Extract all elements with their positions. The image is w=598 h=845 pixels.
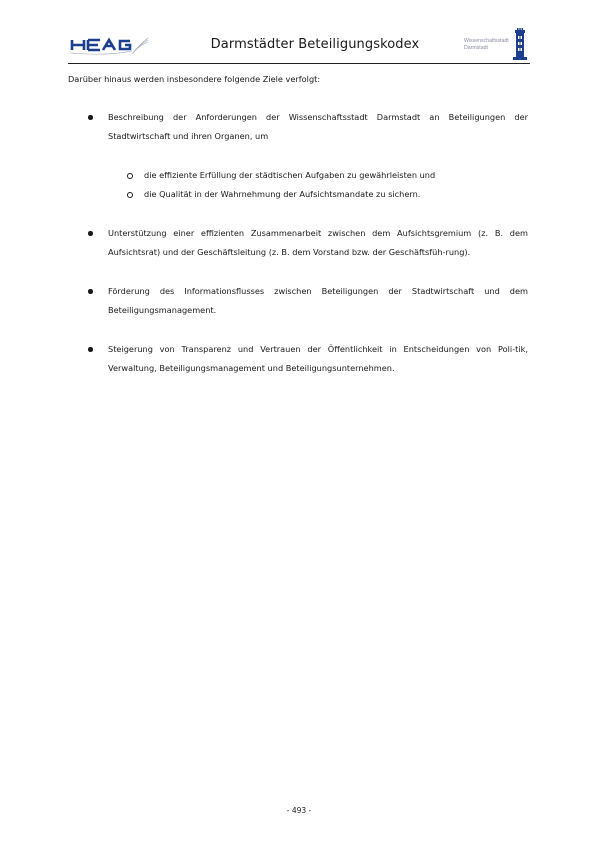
- circle-bullet-icon: [127, 192, 133, 198]
- document-body: [68, 70, 528, 379]
- city-brand-line1: Wissenschaftsstadt: [464, 38, 509, 44]
- bullet-icon: [88, 115, 93, 120]
- header-divider: [68, 63, 530, 64]
- bullet-icon: [88, 347, 93, 352]
- sub-list: [108, 166, 528, 205]
- list-item: [68, 340, 528, 379]
- list-item-text: Steigerung von Transparenz und Vertrauen der Öffentlichkeit in Entscheidungen von Poli-tik, Verwaltung, Beteiligungsmanagement und Beteiligungsunternehmen.: [108, 343, 528, 373]
- wedding-tower-icon: [513, 28, 527, 60]
- intro-paragraph: Darüber hinaus werden insbesondere folgende Ziele verfolgt:: [68, 74, 321, 84]
- list-item: [68, 282, 528, 321]
- list-item-text: Beschreibung der Anforderungen der Wissenschaftsstadt Darmstadt an Beteiligungen der Stadtwirtschaft und ihren Organen, um: [108, 111, 528, 141]
- list-item: [68, 108, 528, 205]
- list-item-text: Unterstützung einer effizienten Zusammenarbeit zwischen dem Aufsichtsgremium (z. B. dem Aufsichtsrat) und der Geschäftsleitung (z. B. dem Vorstand bzw. der Geschäftsfüh-rung).: [108, 227, 528, 257]
- heag-logo: [68, 34, 150, 56]
- bullet-icon: [88, 231, 93, 236]
- header-title: Darmstädter Beteiligungskodex: [210, 37, 420, 52]
- bullet-icon: [88, 289, 93, 294]
- sub-list-item-text: die Qualität in der Wahrnehmung der Aufsichtsmandate zu sichern.: [144, 189, 421, 199]
- sub-list-item: [108, 185, 528, 205]
- list-item: [68, 224, 528, 263]
- city-brand-line2: Darmstadt: [464, 45, 488, 51]
- sub-list-item: [108, 166, 528, 186]
- goal-list: [68, 108, 528, 379]
- page-header: [68, 28, 530, 64]
- circle-bullet-icon: [127, 173, 133, 179]
- sub-list-item-text: die effiziente Erfüllung der städtischen Aufgaben zu gewährleisten und: [144, 169, 436, 180]
- page-number: - 493 -: [286, 806, 312, 815]
- list-item-text: Förderung des Informationsflusses zwischen Beteiligungen der Stadtwirtschaft und dem Beteiligungsmanagement.: [108, 285, 528, 315]
